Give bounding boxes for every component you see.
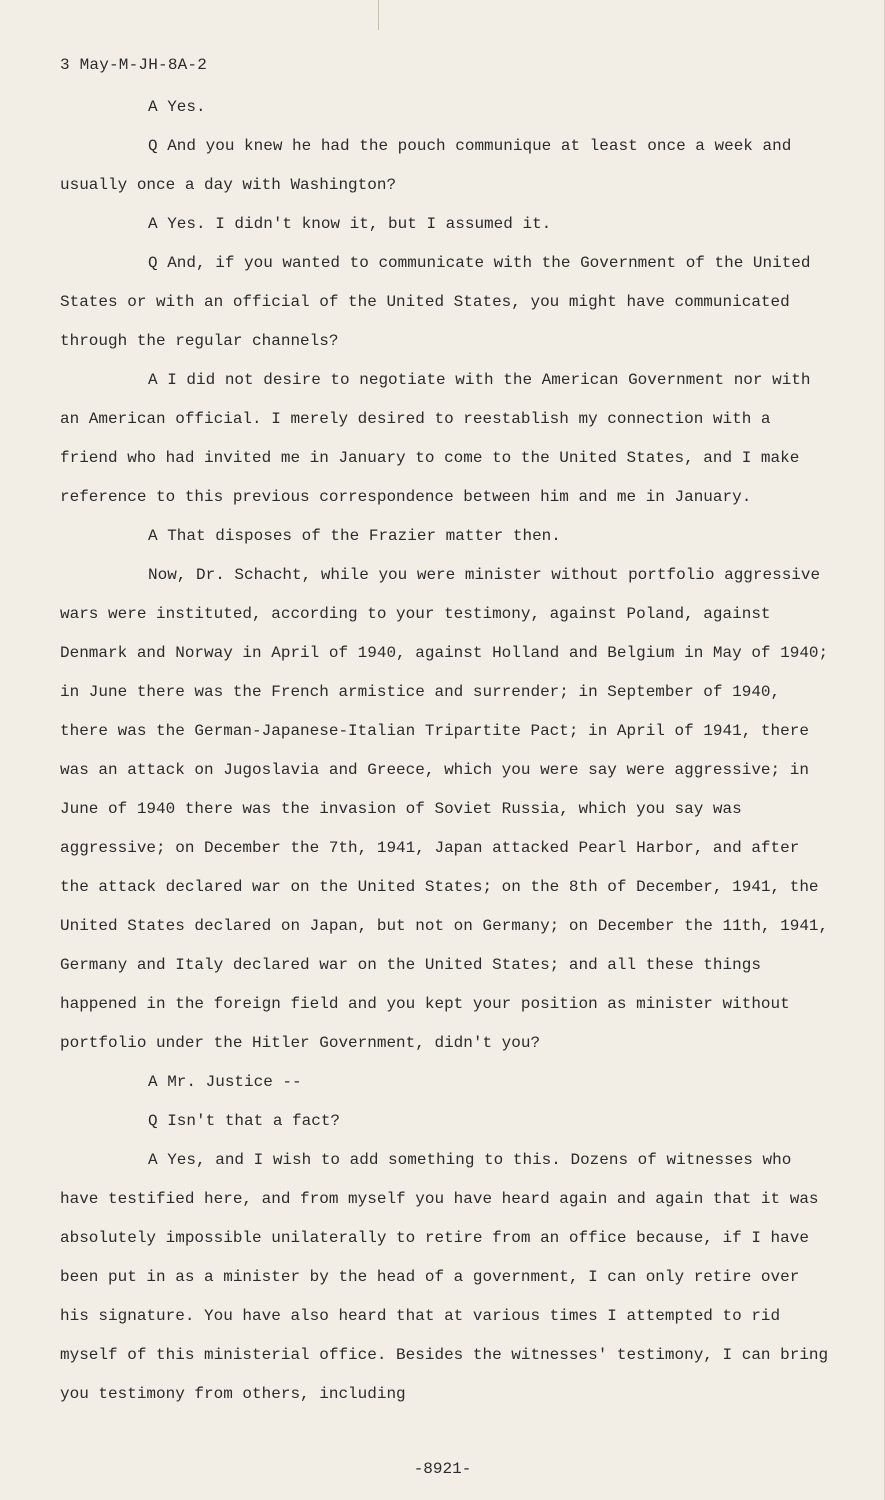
paragraph: A Yes. I didn't know it, but I assumed it. — [148, 215, 552, 233]
transcript-body — [60, 88, 830, 1414]
paragraph: Q And, if you wanted to communicate with the Government of the United States or with an official of the United States, you might have communicated through the regular channels? — [60, 254, 811, 350]
paragraph: A Mr. Justice -- — [148, 1073, 302, 1091]
fold-mark — [378, 0, 379, 30]
paragraph: Q And you knew he had the pouch communique at least once a week and usually once a day with Washington? — [60, 137, 792, 194]
page-number: -8921- — [413, 1460, 472, 1478]
paragraph: A I did not desire to negotiate with the American Government nor with an American official. I merely desired to reestablish my connection with a friend who had invited me in January to come to the United States, and I make reference to this previous correspondence between him and me in January. — [60, 371, 811, 506]
paragraph: A Yes. — [148, 98, 206, 116]
paragraph: A That disposes of the Frazier matter then. — [148, 527, 561, 545]
paragraph: Now, Dr. Schacht, while you were minister without portfolio aggressive wars were instituted, according to your testimony, against Poland, against Denmark and Norway in April of 1940, against Holland and Belgium in May of 1940; in June there was the French armistice and surrender; in September of 1940, there was the German-Japanese-Italian Tripartite Pact; in April of 1941, there was an attack on Jugoslavia and Greece, which you were say were aggressive; in June of 1940 there was the invasion of Soviet Russia, which you say was aggressive; on December the 7th, 1941, Japan attacked Pearl Harbor, and after the attack declared war on the United States; on the 8th of December, 1941, the United States declared on Japan, but not on Germany; on December the 11th, 1941, Germany and Italy declared war on the United States; and all these things happened in the foreign field and you kept your position as minister without portfolio under the Hitler Government, didn't you? — [60, 566, 829, 1052]
paragraph: A Yes, and I wish to add something to this. Dozens of witnesses who have testified here, and from myself you have heard again and again that it was absolutely impossible unilaterally to retire from an office because, if I have been put in as a minister by the head of a government, I can only retire over his signature. You have also heard that at various times I attempted to rid myself of this ministerial office. Besides the witnesses' testimony, I can bring you testimony from others, including — [60, 1151, 829, 1403]
document-reference: 3 May-M-JH-8A-2 — [60, 56, 208, 74]
paragraph: Q Isn't that a fact? — [148, 1112, 341, 1130]
